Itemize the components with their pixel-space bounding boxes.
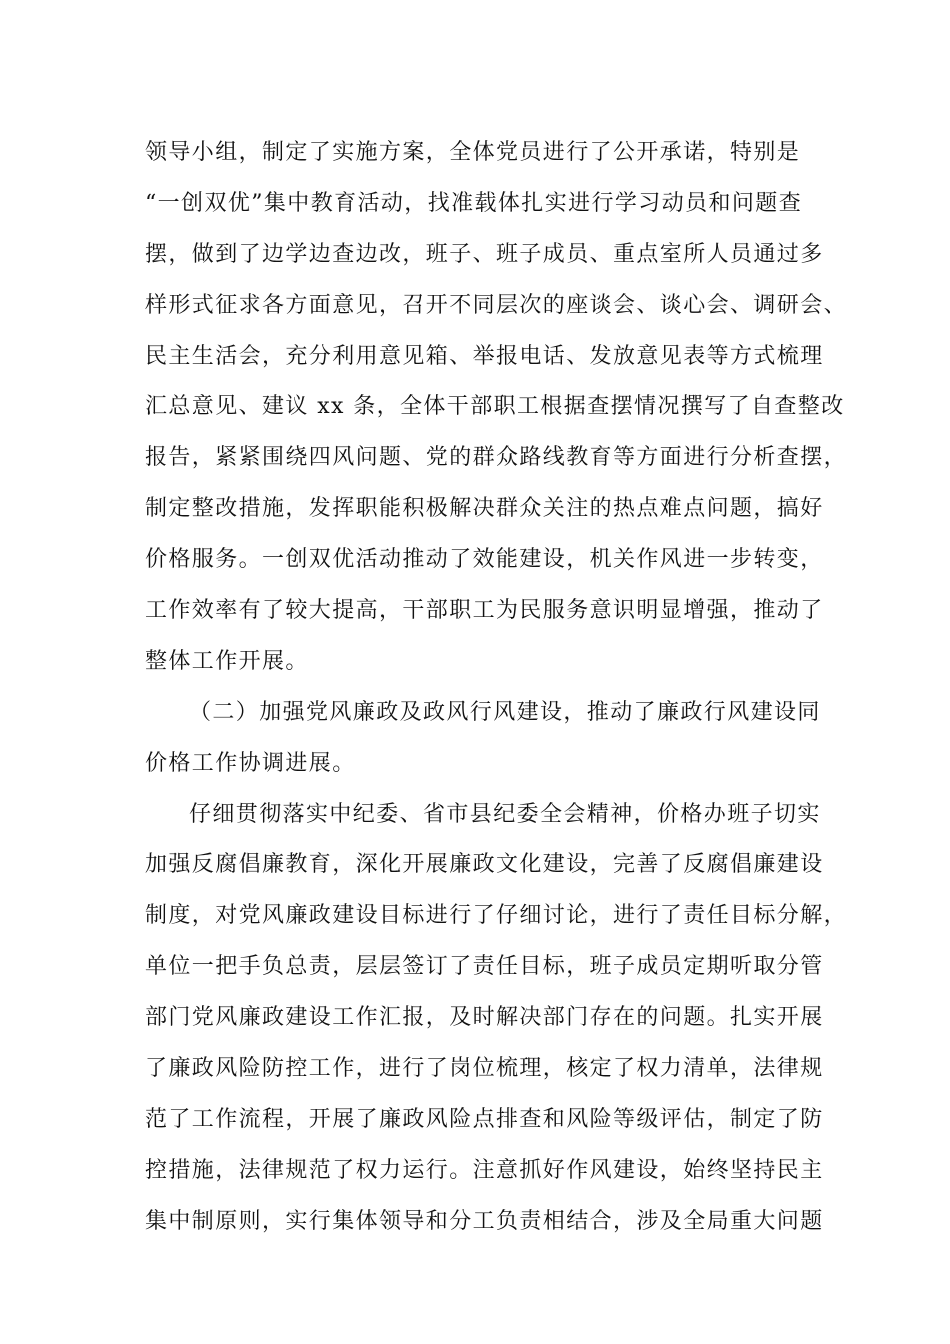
text-line: 部门党风廉政建设工作汇报，及时解决部门存在的问题。扎实开展: [145, 1005, 824, 1031]
paragraph-start-line: 仔细贯彻落实中纪委、省市县纪委全会精神，价格办班子切实: [189, 801, 821, 827]
text-line: 单位一把手负总责，层层签订了责任目标，班子成员定期听取分管: [145, 954, 824, 980]
text-line: 范了工作流程，开展了廉政风险点排查和风险等级评估，制定了防: [145, 1106, 824, 1132]
text-line: 整体工作开展。: [145, 648, 309, 674]
section-heading-continuation: 价格工作协调进展。: [145, 750, 356, 776]
text-line: 领导小组，制定了实施方案，全体党员进行了公开承诺，特别是: [145, 140, 801, 165]
text-line: 民主生活会，充分利用意见箱、举报电话、发放意见表等方式梳理: [145, 343, 824, 369]
text-line: 价格服务。一创双优活动推动了效能建设，机关作风进一步转变，: [145, 547, 824, 573]
section-heading: （二）加强党风廉政及政风行风建设，推动了廉政行风建设同: [189, 699, 821, 725]
text-line: 集中制原则，实行集体领导和分工负责相结合，涉及全局重大问题: [145, 1208, 824, 1234]
text-line: 加强反腐倡廉教育，深化开展廉政文化建设，完善了反腐倡廉建设: [145, 852, 824, 878]
text-line: 报告，紧紧围绕四风问题、党的群众路线教育等方面进行分析查摆，: [145, 445, 848, 471]
text-line: 工作效率有了较大提高，干部职工为民服务意识明显增强，推动了: [145, 598, 824, 624]
text-line: 控措施，法律规范了权力运行。注意抓好作风建设，始终坚持民主: [145, 1157, 824, 1183]
text-line: 样形式征求各方面意见，召开不同层次的座谈会、谈心会、调研会、: [145, 292, 848, 318]
text-line: 摆，做到了边学边查边改，班子、班子成员、重点室所人员通过多: [145, 241, 824, 267]
body-text: [145, 132, 848, 1252]
text-line: 制度，对党风廉政建设目标进行了仔细讨论，进行了责任目标分解，: [145, 903, 848, 929]
text-line: “一创双优”集中教育活动，找准载体扎实进行学习动员和问题查: [145, 190, 803, 216]
text-line: 制定整改措施，发挥职能积极解决群众关注的热点难点问题，搞好: [145, 496, 824, 522]
text-line: 了廉政风险防控工作，进行了岗位梳理，核定了权力清单，法律规: [145, 1056, 824, 1082]
text-line: 汇总意见、建议 xx 条，全体干部职工根据查摆情况撰写了自查整改: [145, 394, 845, 420]
